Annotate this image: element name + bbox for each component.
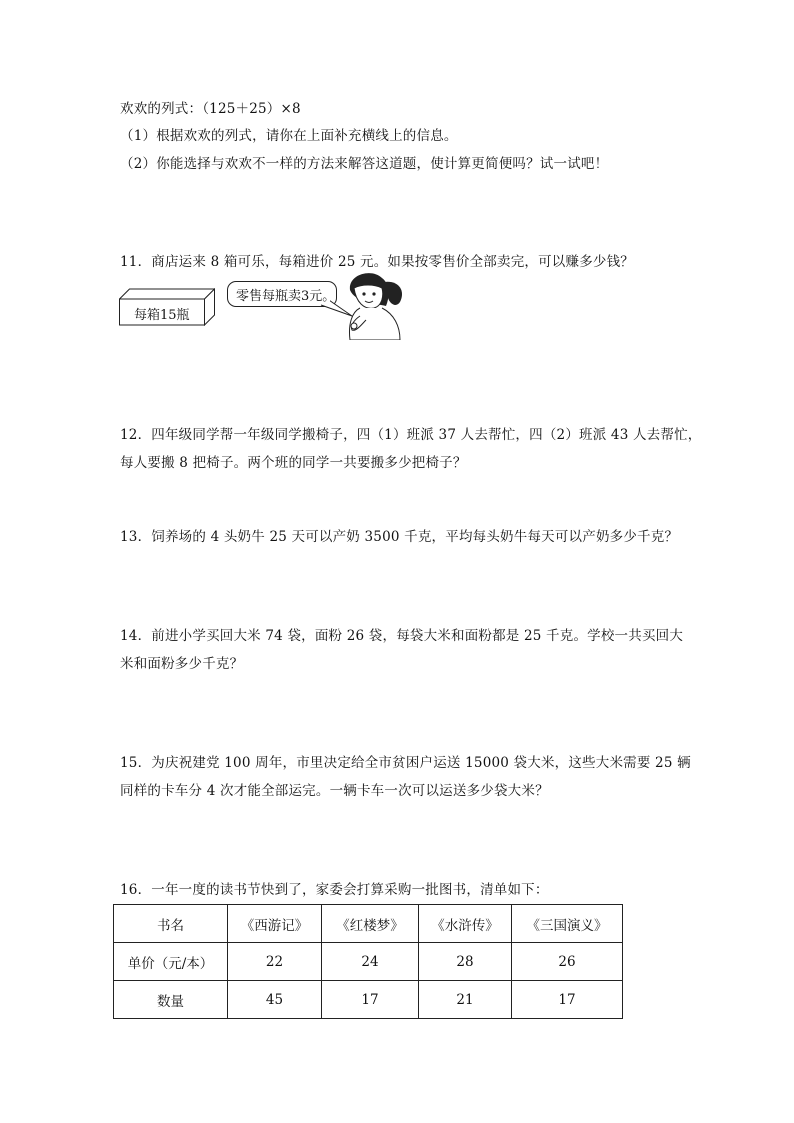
- table-cell: 《水浒传》: [419, 905, 512, 943]
- problem-11: 11．商店运来 8 箱可乐，每箱进价 25 元。如果按零售价全部卖完，可以赚多少钱？: [120, 254, 635, 270]
- problem-15-line-2: 同样的卡车分 4 次才能全部运完。一辆卡车一次可以运送多少袋大米？: [120, 783, 549, 799]
- problem-15-line-1: 15．为庆祝建党 100 周年，市里决定给全市贫困户运送 15000 袋大米，这些大米需要 25 辆: [120, 755, 691, 771]
- problem-12-line-2: 每人要搬 8 把椅子。两个班的同学一共要搬多少把椅子？: [120, 455, 467, 471]
- table-cell: 《西游记》: [228, 905, 322, 943]
- table-cell: 26: [512, 943, 623, 981]
- question-2: （2）你能选择与欢欢不一样的方法来解答这道题，使计算更简便吗？试一试吧！: [120, 156, 609, 172]
- table-cell: 书名: [114, 905, 228, 943]
- table-cell: 17: [322, 981, 419, 1019]
- table-cell: 数量: [114, 981, 228, 1019]
- table-cell: 《红楼梦》: [322, 905, 419, 943]
- table-row: [114, 943, 623, 981]
- speech-text: 零售每瓶卖3元。: [236, 289, 336, 304]
- box-label: 每箱15瓶: [134, 308, 190, 323]
- problem-14-line-2: 米和面粉多少千克？: [120, 656, 244, 672]
- formula-line: 欢欢的列式：（125＋25）×8: [120, 101, 301, 117]
- problem-16: 16．一年一度的读书节快到了，家委会打算采购一批图书，清单如下：: [120, 882, 549, 898]
- table-cell: 17: [512, 981, 623, 1019]
- table-cell: 《三国演义》: [512, 905, 623, 943]
- question-1: （1）根据欢欢的列式，请你在上面补充横线上的信息。: [120, 128, 458, 144]
- girl-illustration: [320, 268, 416, 340]
- problem-13: 13．饲养场的 4 头奶牛 25 天可以产奶 3500 千克，平均每头奶牛每天可以产奶多少千克？: [120, 529, 679, 545]
- table-cell: 22: [228, 943, 322, 981]
- table-cell: 28: [419, 943, 512, 981]
- table-cell: 21: [419, 981, 512, 1019]
- table-cell: 24: [322, 943, 419, 981]
- book-price-table: [113, 904, 623, 1019]
- problem-14-line-1: 14．前进小学买回大米 74 袋，面粉 26 袋，每袋大米和面粉都是 25 千克。学校一共买回大: [120, 628, 684, 644]
- table-header-row: [114, 905, 623, 943]
- table-cell: 单价（元/本）: [114, 943, 228, 981]
- table-cell: 45: [228, 981, 322, 1019]
- table-row: [114, 981, 623, 1019]
- problem-12-line-1: 12．四年级同学帮一年级同学搬椅子，四（1）班派 37 人去帮忙，四（2）班派 43 人去帮忙，: [120, 427, 702, 443]
